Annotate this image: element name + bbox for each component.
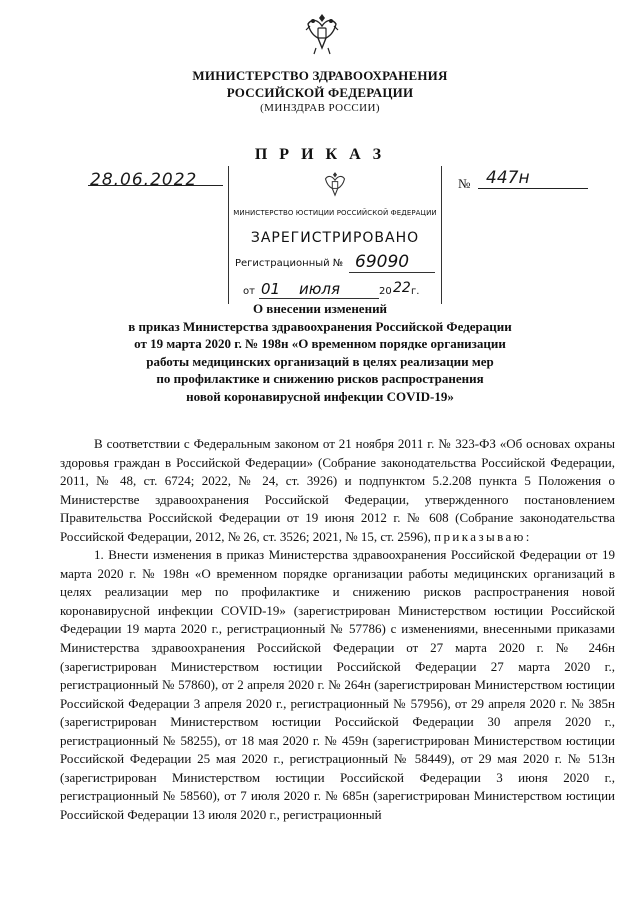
order-date: 28.06.2022 <box>90 170 198 190</box>
stamp-month: июля <box>299 280 340 298</box>
order-subject <box>60 300 580 405</box>
subject-line: по профилактике и снижению рисков распространения <box>156 371 484 386</box>
stamp-reg-label: Регистрационный № <box>235 258 344 269</box>
order-number-label: № <box>458 176 471 191</box>
order-number: 447н <box>486 168 530 188</box>
subject-line: в приказ Министерства здравоохранения Российской Федерации <box>128 318 512 334</box>
ministry-short-name: (МИНЗДРАВ РОССИИ) <box>260 102 380 114</box>
subject-line: О внесении изменений <box>252 301 388 316</box>
number-underline <box>478 188 588 189</box>
stamp-registered: ЗАРЕГИСТРИРОВАНО <box>250 230 420 246</box>
ministry-name-line2: РОССИЙСКОЙ ФЕДЕРАЦИИ <box>226 85 414 100</box>
registration-stamp <box>228 166 442 304</box>
ministry-name-line1: МИНИСТЕРСТВО ЗДРАВООХРАНЕНИЯ <box>192 68 448 83</box>
subject-line: работы медицинских организаций в целях реализации мер <box>146 353 494 369</box>
stamp-ministry: МИНИСТЕРСТВО ЮСТИЦИИ РОССИЙСКОЙ ФЕДЕРАЦИИ <box>233 209 437 217</box>
order-word: приказываю: <box>434 528 532 544</box>
stamp-from-label: от <box>243 286 255 297</box>
subject-line: от 19 марта 2020 г. № 198н «О временном порядке организации <box>134 336 506 351</box>
body-paragraph-item-1: 1. Внести изменения в приказ Министерства здравоохранения Российской Федерации от 19 марта 2020 г. № 198н «О временном порядке организации работы медицинских организаций в целях реализации мер по профилактике и снижению рисков распространения новой коронавирусной инфекции COVID-19» (зарегистрирован Министерством юстиции Российской Федерации 19 марта 2020 г., регистрационный № 57786) с изменениями, внесенными приказами Министерства здравоохранения Российской Федерации от 27 марта 2020 г. № 246н (зарегистрирован Министерством юстиции Российской Федерации 27 марта 2020 г., регистрационный № 57860), от 2 апреля 2020 г. № 264н (зарегистрирован Министерством юстиции Российской Федерации 3 апреля 2020 г., регистрационный № 57956), от 29 апреля 2020 г. № 385н (зарегистрирован Министерством юстиции Российской Федерации 30 апреля 2020 г., регистрационный № 58255), от 18 мая 2020 г. № 459н (зарегистрирован Министерством юстиции Российской Федерации 25 мая 2020 г., регистрационный № 58449), от 29 мая 2020 г. № 513н (зарегистрирован Министерством юстиции Российской Федерации 3 июня 2020 г., регистрационный № 58560), от 7 июля 2020 г. № 685н (зарегистрирован Министерством юстиции Российской Федерации 13 июля 2020 г., регистрационный <box>60 547 615 822</box>
order-body <box>60 435 615 824</box>
stamp-date-underline <box>259 298 379 299</box>
stamp-year-prefix: 20 <box>379 286 392 297</box>
order-title: П Р И К А З <box>254 146 386 163</box>
stamp-emblem-icon <box>321 168 349 202</box>
subject-line: новой коронавирусной инфекции COVID-19» <box>186 388 454 404</box>
preamble-text: В соответствии с Федеральным законом от 21 ноября 2011 г. № 323-ФЗ «Об основах охраны здоровья граждан в Российской Федерации» (Собрание законодательства Российской Федерации, 2011, № 48, ст. 6724; 2022, № 24, ст. 3926) и подпунктом 5.2.208 пункта 5 Положения о Министерстве здравоохранения Российской Федерации, утвержденного постановлением Правительства Российской Федерации от 19 июня 2012 г. № 608 (Собрание законодательства Российской Федерации, 2012, № 26, ст. 3526; 2021, № 15, ст. 2596), <box>60 436 615 544</box>
body-paragraph-preamble <box>60 435 615 546</box>
stamp-reg-underline <box>349 272 435 273</box>
stamp-year: 22 <box>393 280 411 296</box>
stamp-year-suffix: г. <box>411 286 420 297</box>
stamp-reg-number: 69090 <box>355 252 410 272</box>
state-emblem-icon <box>302 8 342 58</box>
stamp-day: 01 <box>261 280 281 298</box>
date-underline <box>88 185 223 186</box>
